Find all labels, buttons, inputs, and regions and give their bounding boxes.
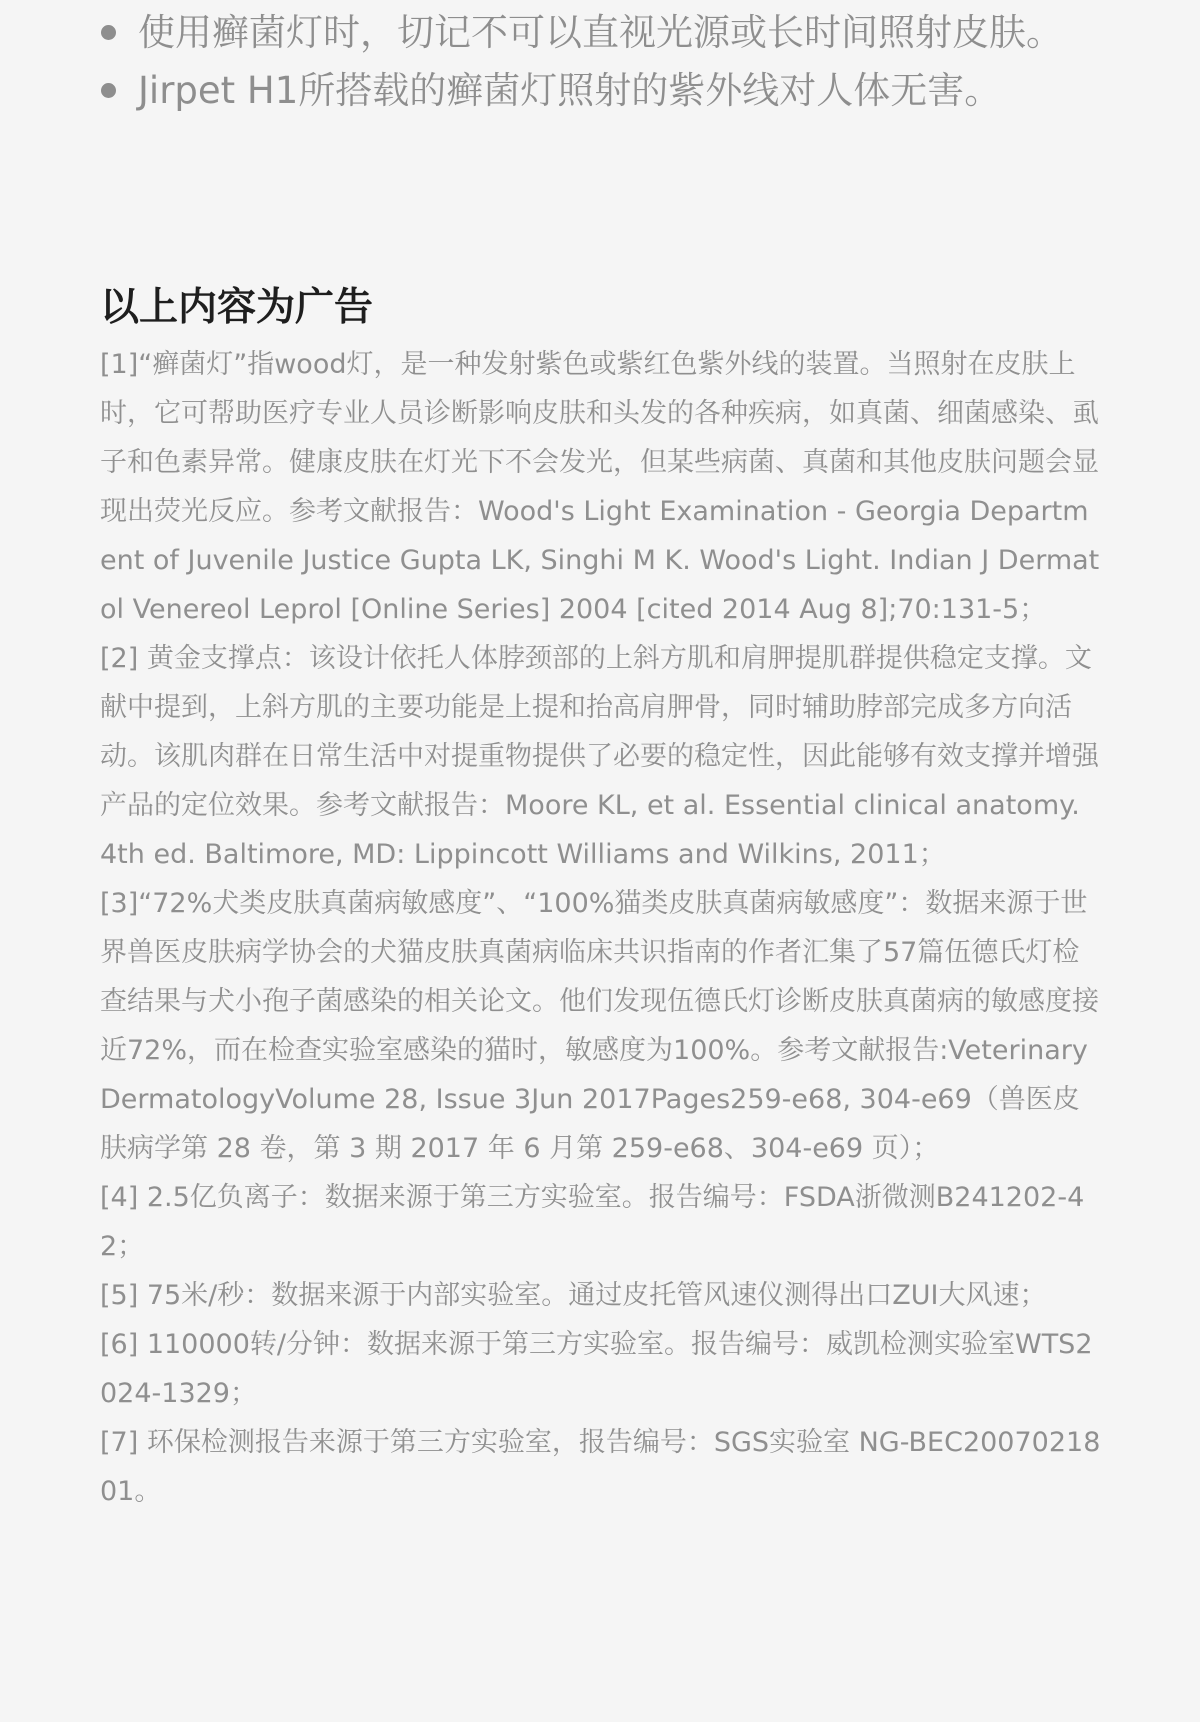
reference-item-6: [6] 110000转/分钟：数据来源于第三方实验室。报告编号：威凯检测实验室WTS2024-1329； <box>100 1329 1093 1409</box>
bullet-dot-icon <box>101 25 116 40</box>
reference-item-3: [3]“72%犬类皮肤真菌病敏感度”、“100%猫类皮肤真菌病敏感度”：数据来源于世界兽医皮肤病学协会的犬猫皮肤真菌病临床共识指南的作者汇集了57篇伍德氏灯检查结果与犬小孢子菌感染的相关论文。他们发现伍德氏灯诊断皮肤真菌病的敏感度接近72%，而在检查实验室感染的猫时，敏感度为100%。参考文献报告:Veterinary DermatologyVolume 28, Issue 3Jun 2017Pages259-e68, 304-e69（兽医皮肤病学第 28 卷，第 3 期 2017 年 6 月第 259-e68、304-e69 页）； <box>100 888 1099 1164</box>
reference-item-1: [1]“癣菌灯”指wood灯，是一种发射紫色或紫红色紫外线的装置。当照射在皮肤上时，它可帮助医疗专业人员诊断影响皮肤和头发的各种疾病，如真菌、细菌感染、虱子和色素异常。健康皮肤在灯光下不会发光，但某些病菌、真菌和其他皮肤问题会显现出荧光反应。参考文献报告：Wood's Light Examination - Georgia Department of Juvenile Justice Gupta LK, Singhi M K. Wood's Light. Indian J Dermatol Venereol Leprol [Online Series] 2004 [cited 2014 Aug 8];70:131-5； <box>100 349 1100 625</box>
bullet-dot-icon <box>101 83 116 98</box>
usage-note-text: Jirpet H1所搭载的癣菌灯照射的紫外线对人体无害。 <box>138 69 1002 112</box>
reference-item-5: [5] 75米/秒：数据来源于内部实验室。通过皮托管风速仪测得出口ZUI大风速； <box>100 1280 1047 1311</box>
reference-item-4: [4] 2.5亿负离子：数据来源于第三方实验室。报告编号：FSDA浙微测B241202-42； <box>100 1182 1085 1262</box>
reference-list <box>100 340 1105 1516</box>
usage-note-text: 使用癣菌灯时，切记不可以直视光源或长时间照射皮肤。 <box>138 11 1063 54</box>
usage-notes-list <box>98 4 1188 120</box>
reference-item-2: [2] 黄金支撑点：该设计依托人体脖颈部的上斜方肌和肩胛提肌群提供稳定支撑。文献中提到，上斜方肌的主要功能是上提和抬高肩胛骨，同时辅助脖部完成多方向活动。该肌肉群在日常生活中对提重物提供了必要的稳定性，因此能够有效支撑并增强产品的定位效果。参考文献报告：Moore KL, et al. Essential clinical anatomy. 4th ed. Baltimore, MD: Lippincott Williams and Wilkins, 2011； <box>100 643 1099 870</box>
ad-disclaimer-section <box>100 282 1105 1516</box>
ad-disclaimer-title: 以上内容为广告 <box>100 285 374 330</box>
reference-item-7: [7] 环保检测报告来源于第三方实验室，报告编号：SGS实验室 NG-BEC2007021801。 <box>100 1427 1101 1507</box>
usage-note <box>98 4 1188 62</box>
usage-note <box>98 62 1188 120</box>
